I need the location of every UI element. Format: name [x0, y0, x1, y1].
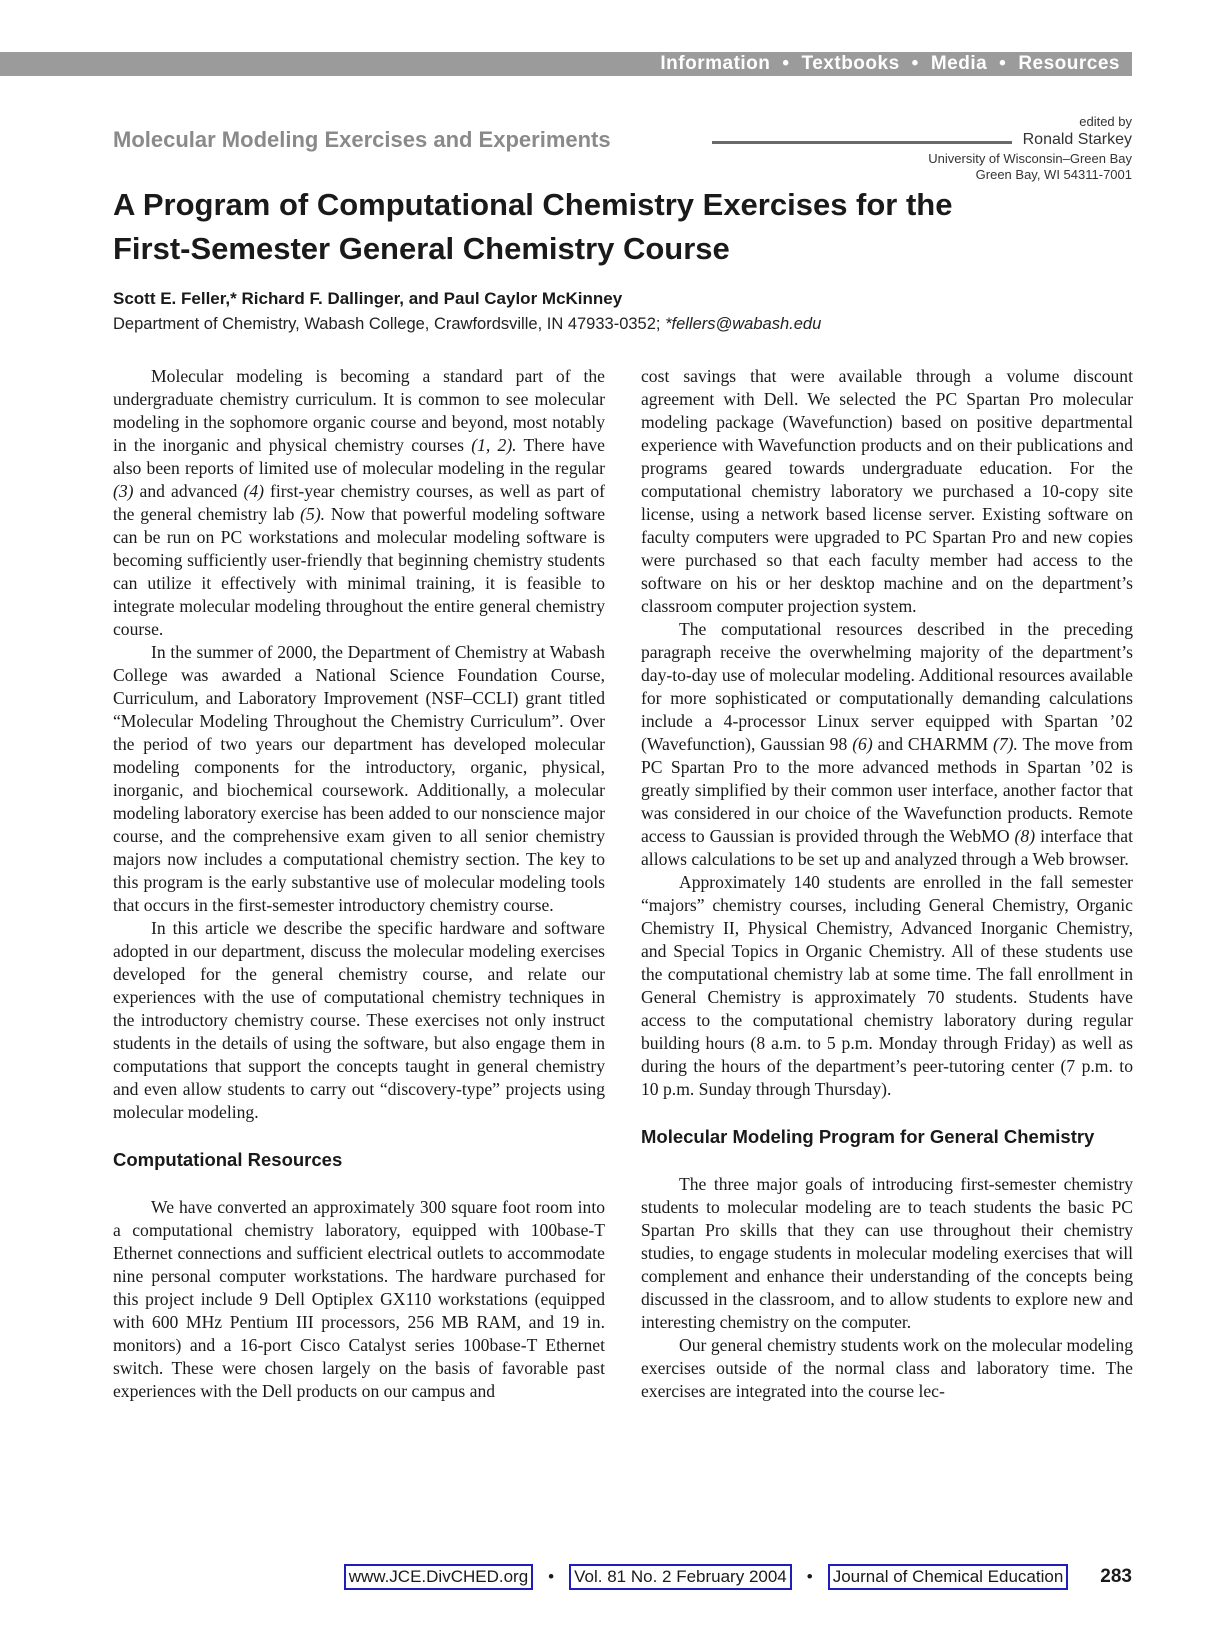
editor-name: Ronald Starkey — [1022, 131, 1132, 148]
citation: (3) — [113, 481, 134, 501]
header-item-media: Media — [930, 53, 988, 74]
article-title: A Program of Computational Chemistry Exercises for the First-Semester General Chemistry Course — [113, 187, 953, 266]
header-separator: • — [911, 53, 919, 74]
section-heading: Molecular Modeling Exercises and Experiments — [113, 127, 611, 152]
citation: (4) — [243, 481, 264, 501]
paragraph — [641, 618, 1133, 871]
paragraph: We have converted an approximately 300 square foot room into a computational chemistry laboratory, equipped with 100base-T Ethernet connections and sufficient electrical outlets to accommodate nine personal computer workstations. The hardware purchased for this project include 9 Dell Optiplex GX110 workstations (equipped with 600 MHz Pentium III processors, 256 MB RAM, and 19 in. monitors) and a 16-port Cisco Catalyst series 100base-T Ethernet switch. These were chosen largely on the basis of favorable past experiences with the Dell products on our campus and — [113, 1197, 605, 1401]
page-footer — [0, 1564, 1132, 1590]
text-run: The computational resources described in the preceding paragraph receive the overwhelming majority of the department’s day-to-day use of molecular modeling. Additional resources available for more sophisticated or computationally demanding calculations include a 4-processor Linux server equipped with Spartan ’02 (Wavefunction), Gaussian 98 — [641, 619, 1133, 754]
page-number: 283 — [1100, 1566, 1132, 1587]
header-bar — [0, 52, 1132, 76]
journal-link[interactable]: Journal of Chemical Education — [828, 1564, 1069, 1590]
text-run: Now that powerful modeling software can be run on PC workstations and molecular modeling software is becoming sufficiently user-friendly that beginning chemistry students can utilize it effectively with minimal training, it is feasible to integrate molecular modeling throughout the entire general chemistry course. — [113, 504, 606, 639]
header-item-information: Information — [660, 53, 771, 74]
citation: (7). — [993, 734, 1018, 754]
editor-affiliation: University of Wisconsin–Green Bay — [928, 151, 1132, 166]
author-affiliation — [113, 315, 821, 334]
website-link[interactable]: www.JCE.DivCHED.org — [344, 1564, 533, 1590]
footer-separator: • — [806, 1567, 813, 1586]
header-item-textbooks: Textbooks — [801, 53, 900, 74]
citation: (8) — [1014, 826, 1036, 846]
text-run: first-year chemistry courses, as well as part of the general chemistry lab — [113, 481, 605, 524]
text-run: There have also been reports of limited use of molecular modeling in the regular — [113, 435, 605, 478]
text-run: Molecular modeling is becoming a standard part of the undergraduate chemistry curriculum. It is common to see molecular modeling in the sophomore organic course and beyond, most notably in the inorganic and physical chemistry courses — [113, 366, 605, 455]
header-separator: • — [999, 53, 1007, 74]
issue-link[interactable]: Vol. 81 No. 2 February 2004 — [569, 1564, 792, 1590]
paragraph: The three major goals of introducing first-semester chemistry students to molecular modeling are to teach students the basic PC Spartan Pro skills that they can use throughout their chemistry studies, to engage students in molecular modeling exercises that will complement and enhance their understanding of the concepts being discussed in the classroom, and to allow students to explore new and interesting chemistry on the computer. — [641, 1174, 1133, 1332]
paragraph: Our general chemistry students work on the molecular modeling exercises outside of the normal class and laboratory time. The exercises are integrated into the course lec- — [641, 1335, 1133, 1401]
text-run: The move from PC Spartan Pro to the more advanced methods in Spartan ’02 is greatly simplified by their common user interface, another factor that was considered in our choice of the Wavefunction products. Remote access to Gaussian is provided through the WebMO — [641, 734, 1133, 846]
citation: (5). — [300, 504, 326, 524]
paragraph: In this article we describe the specific hardware and software adopted in our department, discuss the molecular modeling exercises developed for the general chemistry course, and relate our experiences with the use of computational chemistry techniques in the introductory chemistry course. These exercises not only instruct students in the details of using the software, but also engage them in computations that support the concepts taught in general chemistry and even allow students to carry out “discovery-type” projects using molecular modeling. — [113, 918, 605, 1122]
editor-address: Green Bay, WI 54311-7001 — [975, 167, 1132, 182]
editor-label: edited by — [1079, 114, 1132, 129]
paragraph: cost savings that were available through a volume discount agreement with Dell. We selected the PC Spartan Pro molecular modeling package (Wavefunction) based on positive departmental experience with Wavefunction products and on their publications and programs geared towards undergraduate education. For the computational chemistry laboratory we purchased a 10-copy site license, using a network based license server. Existing software on faculty computers were upgraded to PC Spartan Pro and new copies were purchased so that each faculty member had access to the software on his or her desktop machine and on the department’s classroom computer projection system. — [641, 366, 1133, 616]
paragraph — [113, 365, 605, 641]
header-separator: • — [782, 53, 790, 74]
header-item-resources: Resources — [1018, 53, 1120, 74]
editor-block — [928, 114, 1132, 183]
text-run: and CHARMM — [872, 734, 994, 754]
author-email[interactable]: *fellers@wabash.edu — [665, 315, 822, 333]
affiliation-text: Department of Chemistry, Wabash College, Crawfordsville, IN 47933-0352; — [113, 315, 666, 333]
paragraph: Approximately 140 students are enrolled in the fall semester “majors” chemistry courses, including General Chemistry, Organic Chemistry II, Physical Chemistry, Advanced Inorganic Chemistry, and Special Topics in Organic Chemistry. All of these students use the computational chemistry lab at some time. The fall enrollment in General Chemistry is approximately 70 students. Students have access to the computational chemistry laboratory during regular building hours (8 a.m. to 5 p.m. Monday through Friday) as well as during the hours of the department’s peer-tutoring center (7 p.m. to 10 p.m. Sunday through Thursday). — [641, 872, 1133, 1099]
article-authors: Scott E. Feller,* Richard F. Dallinger, and Paul Caylor McKinney — [113, 289, 623, 308]
text-run: interface that allows calculations to be set up and analyzed through a Web browser. — [641, 826, 1133, 869]
citation: (1, 2). — [471, 435, 517, 455]
right-column — [641, 365, 1133, 1403]
section-subheading: Molecular Modeling Program for General Chemistry — [641, 1126, 1095, 1147]
left-column — [113, 365, 605, 1403]
section-subheading: Computational Resources — [113, 1149, 343, 1170]
text-run: and advanced — [133, 481, 244, 501]
footer-separator: • — [548, 1567, 555, 1586]
paragraph: In the summer of 2000, the Department of Chemistry at Wabash College was awarded a National Science Foundation Course, Curriculum, and Laboratory Improvement (NSF–CCLI) grant titled “Molecular Modeling Throughout the Chemistry Curriculum”. Over the period of two years our department has developed molecular modeling components for the introductory, organic, physical, inorganic, and biochemical coursework. Additionally, a molecular modeling laboratory exercise has been added to our nonscience major course, and the comprehensive exam given to all senior chemistry majors now includes a computational chemistry section. The key to this program is the early substantive use of molecular modeling tools that occurs in the first-semester introductory chemistry course. — [113, 642, 605, 915]
citation: (6) — [852, 734, 873, 754]
